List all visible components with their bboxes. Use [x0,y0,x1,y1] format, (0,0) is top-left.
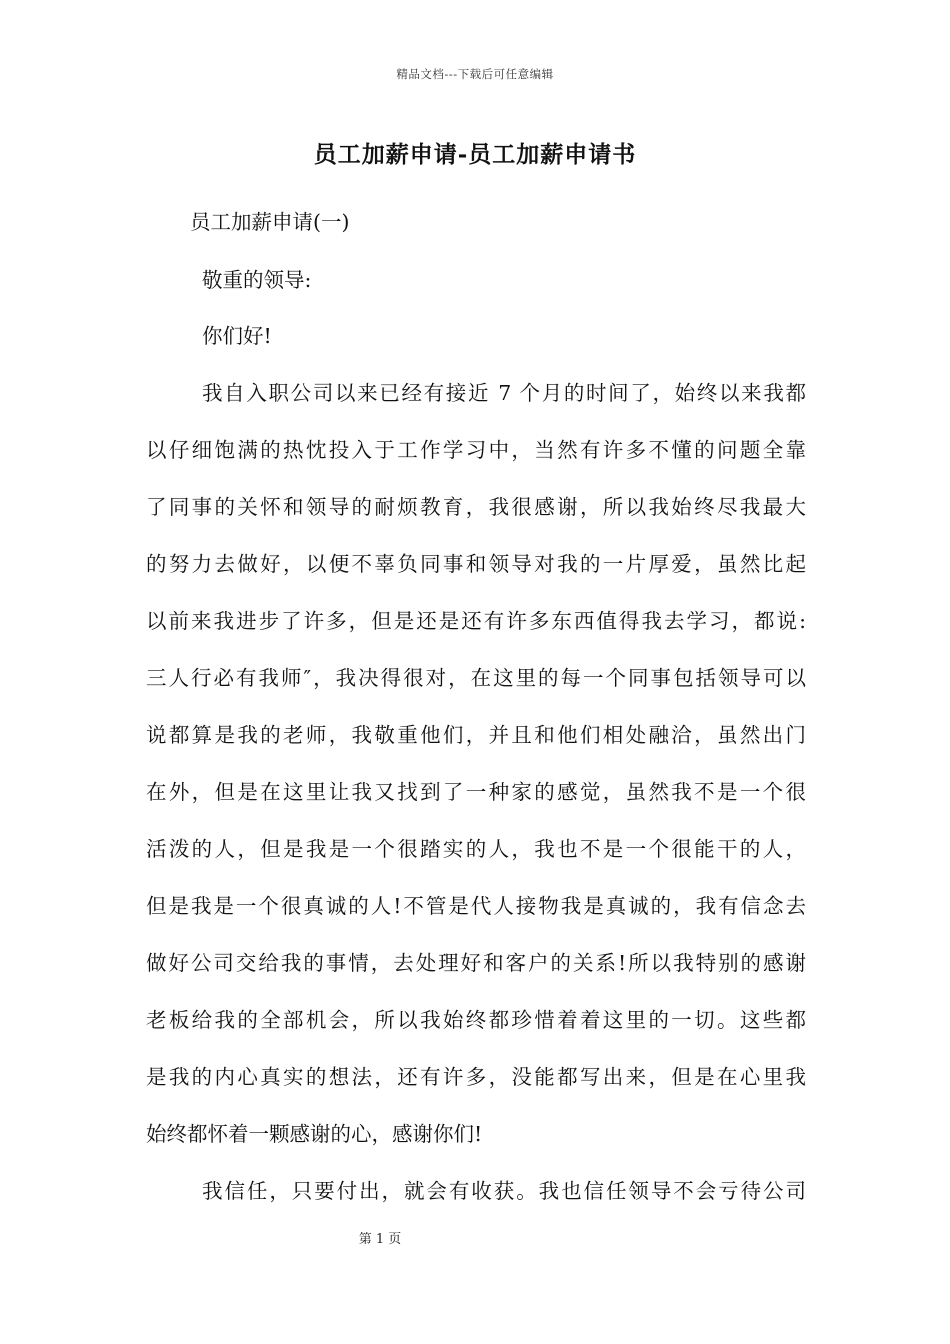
salutation: 敬重的领导: [202,268,312,292]
document-title: 员工加薪申请-员工加薪申请书 [313,141,637,168]
page-header: 精品文档---下载后可任意编辑 [396,67,554,81]
paragraph-line: 始终都怀着一颗感谢的心，感谢你们! [146,1122,483,1146]
paragraph-line: 以前来我进步了许多，但是还是还有许多东西值得我去学习，都说: [146,609,806,633]
paragraph-line: 以仔细饱满的热忱投入于工作学习中，当然有许多不懂的问题全靠 [146,438,806,462]
greeting: 你们好! [202,324,272,348]
paragraph-line: 了同事的关怀和领导的耐烦教育，我很感谢，所以我始终尽我最大 [146,495,806,519]
paragraph-line: 活泼的人，但是我是一个很踏实的人，我也不是一个很能干的人， [146,837,806,861]
paragraph-line: 三人行必有我师″，我决得很对，在这里的每一个同事包括领导可以 [146,666,806,690]
paragraph-line: 老板给我的全部机会，所以我始终都珍惜着着这里的一切。这些都 [146,1008,806,1032]
page-number: 第 1 页 [358,1232,402,1247]
paragraph-line: 是我的内心真实的想法，还有许多，没能都写出来，但是在心里我 [146,1065,806,1089]
paragraph-line: 在外，但是在这里让我又找到了一种家的感觉，虽然我不是一个很 [146,780,806,804]
paragraph-line: 但是我是一个很真诚的人!不管是代人接物我是真诚的，我有信念去 [146,894,806,918]
paragraph-line: 的努力去做好，以便不辜负同事和领导对我的一片厚爱，虽然比起 [146,552,806,576]
section-subtitle: 员工加薪申请(一) [190,210,350,234]
paragraph-line: 我自入职公司以来已经有接近 7 个月的时间了，始终以来我都 [202,381,806,405]
paragraph-line: 我信任，只要付出，就会有收获。我也信任领导不会亏待公司 [202,1179,806,1203]
paragraph-line: 做好公司交给我的事情，去处理好和客户的关系!所以我特别的感谢 [146,951,806,975]
paragraph-line: 说都算是我的老师，我敬重他们，并且和他们相处融洽，虽然出门 [146,723,806,747]
